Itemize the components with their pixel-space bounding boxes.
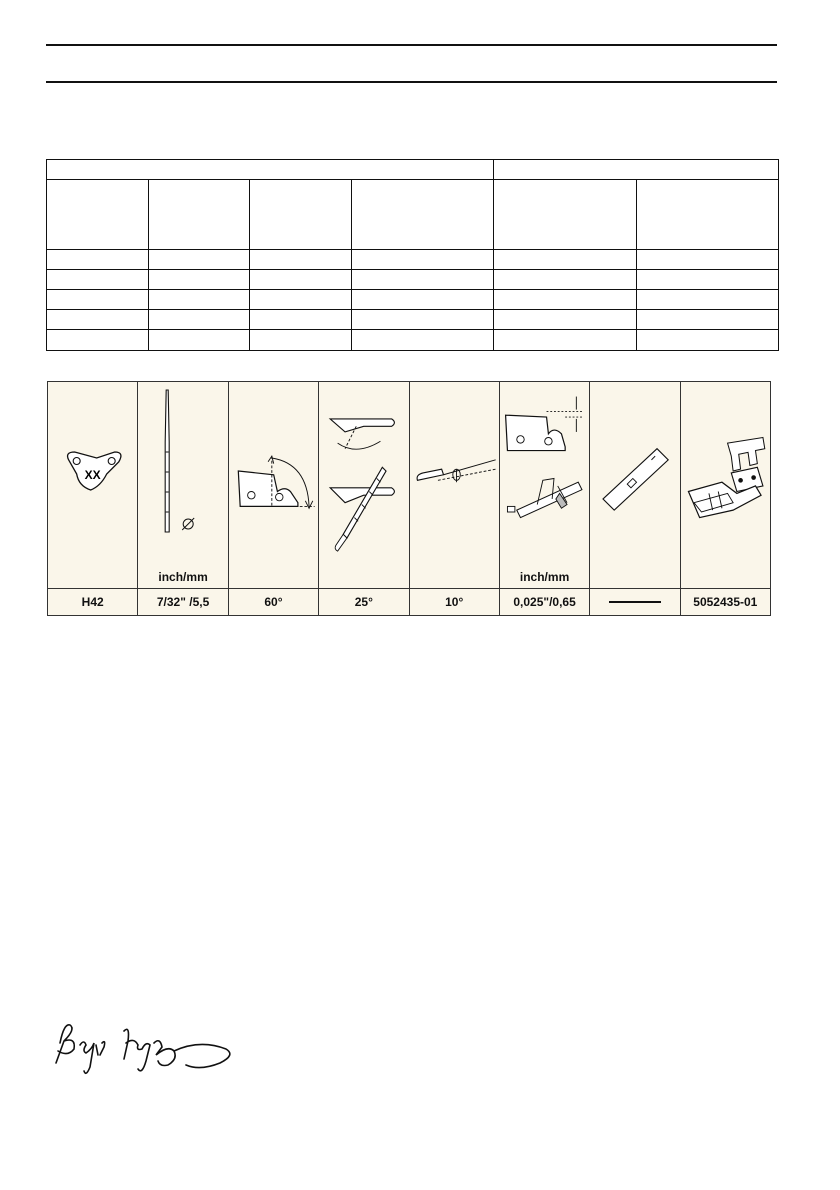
- svg-text:XX: XX: [84, 468, 101, 482]
- cutter-angle-icon: [229, 382, 318, 588]
- depth-gauge-value: 0,025"/0,65: [500, 589, 590, 615]
- empty-value-dash: [609, 601, 661, 603]
- file-gauge-cell: [681, 382, 770, 588]
- file-holder-icon: [410, 382, 499, 588]
- side-angle-icon: [319, 382, 408, 588]
- chain-type-value: H42: [48, 589, 138, 615]
- file-unit-label: inch/mm: [158, 570, 208, 584]
- values-row: [48, 588, 770, 615]
- table-header-row: [47, 160, 779, 180]
- depth-gauge-cell: [500, 382, 590, 588]
- illustration-row: [48, 382, 770, 588]
- table-subheader-row: [47, 180, 779, 250]
- chain-type-cell: [48, 382, 138, 588]
- round-file-icon: [138, 382, 227, 588]
- depth-gauge-tool-value: [590, 589, 680, 615]
- depth-gauge-tool-cell: [590, 382, 680, 588]
- table-row: [47, 310, 779, 330]
- depth-gauge-tool-icon: [590, 382, 679, 588]
- depth-gauge-icon: [500, 382, 589, 588]
- table-row: [47, 250, 779, 270]
- sharpening-equipment-panel: [47, 381, 771, 616]
- header-rule-bottom: [46, 81, 777, 83]
- signature: [50, 1015, 240, 1095]
- side-plate-angle-value: 25°: [319, 589, 409, 615]
- top-plate-angle-value: 60°: [229, 589, 319, 615]
- table-row: [47, 330, 779, 351]
- header-rule-top: [46, 44, 777, 46]
- file-cell: [138, 382, 228, 588]
- depth-gauge-unit-label: inch/mm: [519, 570, 570, 584]
- side-plate-angle-cell: [319, 382, 409, 588]
- table-header-cell: [47, 160, 494, 180]
- table-header-cell: [494, 160, 779, 180]
- table-row: [47, 270, 779, 290]
- table-row: [47, 290, 779, 310]
- top-plate-angle-cell: [229, 382, 319, 588]
- specification-table: [46, 159, 779, 351]
- file-gauge-icon: [681, 382, 770, 588]
- chain-link-icon: [48, 382, 137, 588]
- file-diameter-value: 7/32" /5,5: [138, 589, 228, 615]
- file-tilt-angle-cell: [410, 382, 500, 588]
- file-tilt-angle-value: 10°: [410, 589, 500, 615]
- file-gauge-part-number: 5052435-01: [693, 595, 758, 609]
